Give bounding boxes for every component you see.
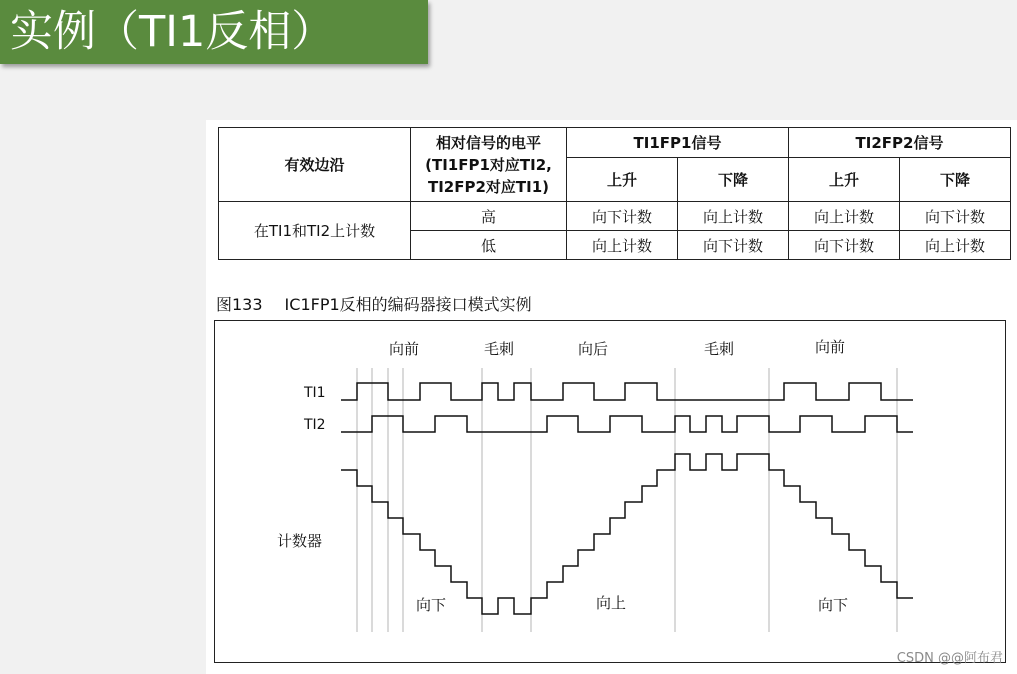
label-backward: 向后 xyxy=(578,340,609,358)
header-ti2-fall: 下降 xyxy=(900,158,1011,202)
table-cell: 向下计数 xyxy=(567,202,678,231)
slide-title: 实例（TI1反相） xyxy=(10,7,335,57)
table-cell: 向上计数 xyxy=(789,202,900,231)
table-cell: 向上计数 xyxy=(567,231,678,260)
table-cell: 向上计数 xyxy=(900,231,1011,260)
table-cell: 向下计数 xyxy=(900,202,1011,231)
header-ti1-rise: 上升 xyxy=(567,158,678,202)
label-ti2: TI2 xyxy=(304,417,326,433)
header-edge: 有效边沿 xyxy=(219,128,411,202)
label-glitch-1: 毛刺 xyxy=(484,340,515,358)
label-ti1: TI1 xyxy=(304,385,326,401)
table-cell-level: 低 xyxy=(411,231,567,260)
slide-content xyxy=(206,120,1017,674)
label-down-1: 向下 xyxy=(416,596,447,614)
table-cell: 向下计数 xyxy=(789,231,900,260)
label-up: 向上 xyxy=(596,594,627,612)
slide-title-bar xyxy=(0,0,428,64)
header-ti1fp1: TI1FP1信号 xyxy=(567,128,789,158)
table-cell: 向下计数 xyxy=(678,231,789,260)
figure-title: IC1FP1反相的编码器接口模式实例 xyxy=(284,295,532,314)
watermark: CSDN @@阿布君 xyxy=(896,651,1003,666)
label-forward-2: 向前 xyxy=(815,338,846,356)
header-ti2-rise: 上升 xyxy=(789,158,900,202)
label-glitch-2: 毛刺 xyxy=(704,340,735,358)
table-cell: 向上计数 xyxy=(678,202,789,231)
label-counter: 计数器 xyxy=(277,532,323,550)
header-ti1-fall: 下降 xyxy=(678,158,789,202)
table-cell-level: 高 xyxy=(411,202,567,231)
header-ti2fp2: TI2FP2信号 xyxy=(789,128,1011,158)
figure-number: 图133 xyxy=(216,295,263,314)
row-label: 在TI1和TI2上计数 xyxy=(219,202,411,260)
label-forward-1: 向前 xyxy=(389,340,420,358)
label-down-2: 向下 xyxy=(818,596,849,614)
header-level: 相对信号的电平 (TI1FP1对应TI2, TI2FP2对应TI1) xyxy=(411,128,567,202)
